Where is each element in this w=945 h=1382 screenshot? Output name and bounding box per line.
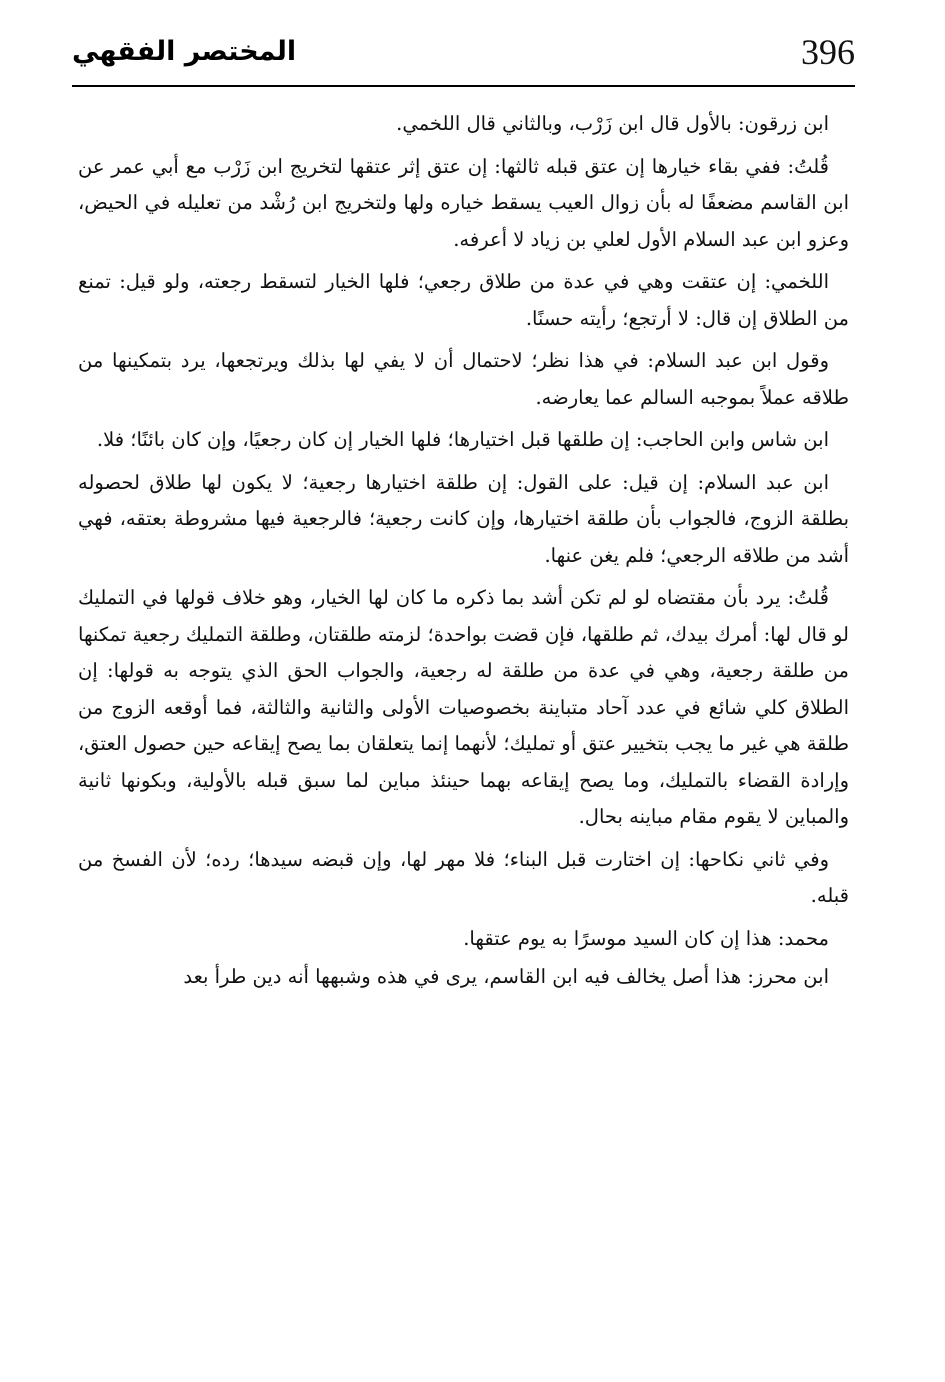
paragraph: وفي ثاني نكاحها: إن اختارت قبل البناء؛ فلا مهر لها، وإن قبضه سيدها؛ رده؛ لأن الفسخ من قبله. [78, 847, 849, 907]
book-title: المختصر الفقهي [72, 36, 297, 67]
body-text [78, 106, 849, 1002]
page-header [72, 30, 855, 86]
header-divider [72, 85, 855, 87]
paragraph: محمد: هذا إن كان السيد موسرًا به يوم عتقها. [463, 926, 829, 950]
paragraph: ابن زرقون: بالأول قال ابن زَرْب، وبالثاني قال اللخمي. [396, 112, 829, 135]
paragraph: قُلتُ: ففي بقاء خيارها إن عتق قبله ثالثها: إن عتق إثر عتقها لتخريج ابن زَرْب مع أبي عمر عن ابن القاسم مضعفًا له بأن زوال العيب يسقط خياره ولها ولتخريج ابن رُشْد من تعليله في الحيض، وعزو ابن عبد السلام الأول لعلي بن زياد لا أعرفه. [78, 154, 849, 251]
paragraph: قُلتُ: يرد بأن مقتضاه لو لم تكن أشد بما ذكره ما كان لها الخيار، وهو خلاف قولها في التمليك لو قال لها: أمرك بيدك، ثم طلقها، فإن قضت بواحدة؛ لزمته طلقتان، وطلقة التمليك رجعية تمكنها من طلقة رجعية، وهي في عدة من طلقة له رجعية، والجواب الحق الذي يتوجه به قولها: إن الطلاق كلي شائع في عدد آحاد متباينة بخصوصيات الأولى والثانية والثالثة، فما أوقعه الزوج من طلقة هي غير ما يجب بتخيير عتق أو تمليك؛ لأنهما إنما يتعلقان بما يصح إيقاعه حين حصول العتق، وإرادة القضاء بالتمليك، وما يصح إيقاعه بهما حينئذ مباين لما سبق قبله بالأولية، وبكونها ثانية والمباين لا يقوم مقام مباينه بحال. [78, 586, 849, 828]
paragraph: وقول ابن عبد السلام: في هذا نظر؛ لاحتمال أن لا يفي لها بذلك ويرتجعها، يرد بتمكينها من طلاقه عملاً بموجبه السالم عما يعارضه. [78, 349, 849, 409]
paragraph: ابن عبد السلام: إن قيل: على القول: إن طلقة اختيارها رجعية؛ لا يكون لها طلاق لحصوله بطلقة الزوج، فالجواب بأن طلقة اختيارها، وإن كانت رجعية؛ فالرجعية فيها مشروطة بعتقه، فهي أشد من طلاقه الرجعي؛ فلم يغن عنها. [78, 470, 849, 567]
paragraph: ابن محرز: هذا أصل يخالف فيه ابن القاسم، يرى في هذه وشبهها أنه دين طرأ بعد [183, 965, 829, 988]
paragraph: اللخمي: إن عتقت وهي في عدة من طلاق رجعي؛ فلها الخيار لتسقط رجعته، ولو قيل: تمنع من الطلاق إن قال: لا أرتجع؛ رأيته حسنًا. [78, 270, 849, 330]
page-number: 396 [801, 32, 855, 72]
paragraph: ابن شاس وابن الحاجب: إن طلقها قبل اختيارها؛ فلها الخيار إن كان رجعيًا، وإن كان بائنًا؛ فلا. [96, 428, 829, 451]
